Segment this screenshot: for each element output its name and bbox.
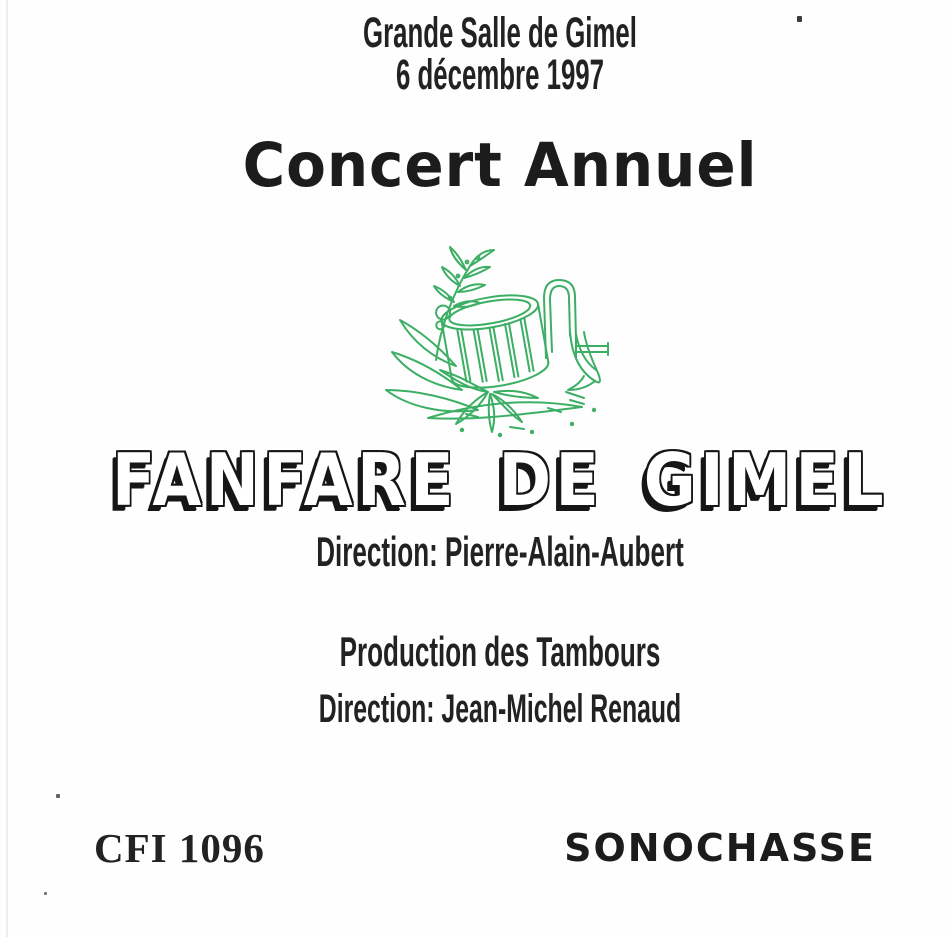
- ensemble-name: FANFARE DE GIMEL: [111, 438, 889, 522]
- event-header: [231, 9, 769, 99]
- scan-edge-line: [6, 0, 8, 937]
- date-line: 6 décembre 1997: [396, 51, 604, 99]
- scan-speck: [797, 16, 802, 22]
- ensemble-direction: Direction: Pierre-Alain-Aubert: [316, 528, 684, 575]
- scan-speck: [44, 892, 47, 895]
- scan-speck: [56, 794, 60, 798]
- record-label-name: SONOCHASSE: [564, 826, 876, 870]
- concert-title: Concert Annuel: [242, 130, 758, 201]
- production-name: Production des Tambours: [339, 628, 661, 675]
- catalog-number: CFI 1096: [94, 825, 265, 871]
- venue-line: Grande Salle de Gimel: [363, 9, 637, 57]
- production-direction: Direction: Jean-Michel Renaud: [318, 687, 682, 731]
- drum-bugle-laurel-engraving-icon: [370, 240, 610, 440]
